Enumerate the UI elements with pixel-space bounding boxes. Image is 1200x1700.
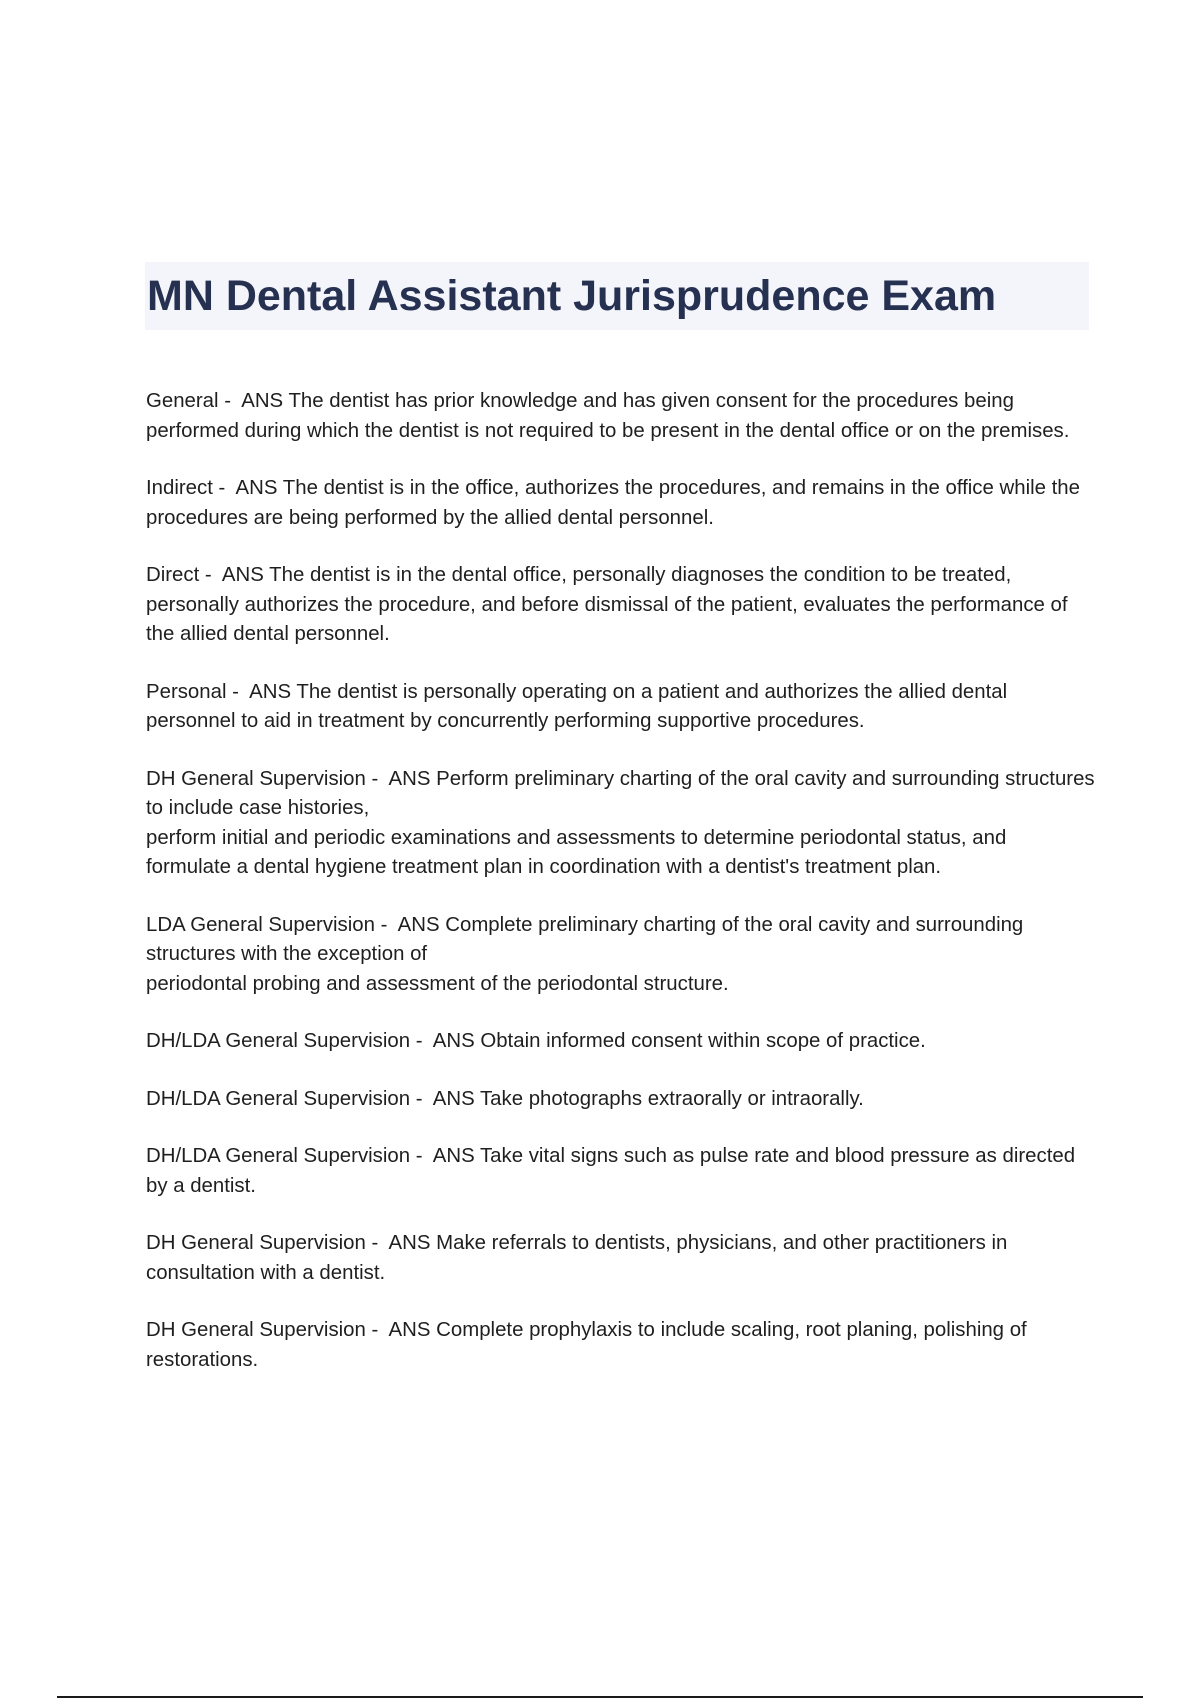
definition-entry: [146, 678, 1096, 737]
document-title: MN Dental Assistant Jurisprudence Exam: [147, 272, 997, 320]
entry-text-continued: periodontal probing and assessment of the periodontal structure.: [146, 972, 729, 995]
answer-marker: ANS: [388, 1232, 431, 1254]
definition-entry: [146, 474, 1096, 533]
entry-term: General -: [146, 390, 241, 412]
entry-text: The dentist is personally operating on a patient and authorizes the allied dental personnel to aid in treatment by concurrently performing supportive procedures.: [146, 680, 1008, 732]
entry-term: Direct -: [146, 564, 222, 586]
entry-text: Obtain informed consent within scope of practice.: [480, 1030, 926, 1052]
entry-text: Take photographs extraorally or intraorally.: [479, 1087, 864, 1110]
entry-text: The dentist is in the dental office, personally diagnoses the condition to be treated, personally authorizes the procedure, and before dismissal of the patient, evaluates the performance of the allied dental personnel.: [146, 564, 1068, 645]
definition-entry: [146, 1229, 1096, 1288]
answer-marker: ANS: [397, 913, 440, 936]
entry-term: DH/LDA General Supervision -: [146, 1030, 433, 1052]
definition-entry: [146, 561, 1096, 650]
answer-marker: ANS: [388, 767, 431, 790]
definition-entry: [146, 1316, 1096, 1375]
entry-text: The dentist has prior knowledge and has given consent for the procedures being performed during which the dentist is not required to be present in the dental office or on the premises.: [146, 390, 1070, 442]
definition-entry: [146, 387, 1096, 446]
definition-entry: [146, 1142, 1096, 1201]
entry-text: The dentist is in the office, authorizes the procedures, and remains in the office while the procedures are being performed by the allied dental personnel.: [146, 477, 1080, 529]
entry-term: DH General Supervision -: [146, 1232, 389, 1254]
entry-term: DH General Supervision -: [146, 1319, 389, 1341]
entry-term: LDA General Supervision -: [146, 914, 398, 936]
answer-marker: ANS: [241, 390, 284, 412]
answer-marker: ANS: [432, 1087, 475, 1110]
entry-term: DH General Supervision -: [146, 768, 389, 790]
entry-text: Complete preliminary charting of the oral cavity and surrounding structures with the exception of: [146, 913, 1024, 965]
answer-marker: ANS: [432, 1145, 475, 1167]
answer-marker: ANS: [388, 1319, 431, 1341]
definition-entry: [146, 911, 1096, 1000]
entry-first-line: [146, 911, 1096, 970]
answer-marker: ANS: [221, 564, 264, 586]
entry-first-line: [146, 765, 1096, 824]
answer-marker: ANS: [235, 477, 278, 499]
answer-marker: ANS: [249, 680, 292, 703]
entry-term: Personal -: [146, 681, 249, 703]
definition-entry: [146, 1085, 1096, 1115]
entry-text-continued: perform initial and periodic examinations and assessments to determine periodontal status, and formulate a dental hygiene treatment plan in coordination with a dentist's treatment plan.: [146, 826, 1007, 878]
answer-marker: ANS: [432, 1030, 475, 1052]
entry-term: Indirect -: [146, 477, 236, 499]
document-body: [146, 387, 1096, 1403]
entry-text: Take vital signs such as pulse rate and blood pressure as directed by a dentist.: [146, 1145, 1076, 1197]
entry-text: Perform preliminary charting of the oral cavity and surrounding structures to include case histories,: [146, 767, 1095, 819]
entry-term: DH/LDA General Supervision -: [146, 1145, 433, 1167]
definition-entry: [146, 765, 1096, 883]
definition-entry: [146, 1027, 1096, 1057]
entry-text: Complete prophylaxis to include scaling, root planing, polishing of restorations.: [146, 1319, 1027, 1371]
footer-divider: [57, 1696, 1143, 1698]
entry-text: Make referrals to dentists, physicians, and other practitioners in consultation with a dentist.: [146, 1232, 1008, 1284]
entry-term: DH/LDA General Supervision -: [146, 1088, 433, 1110]
